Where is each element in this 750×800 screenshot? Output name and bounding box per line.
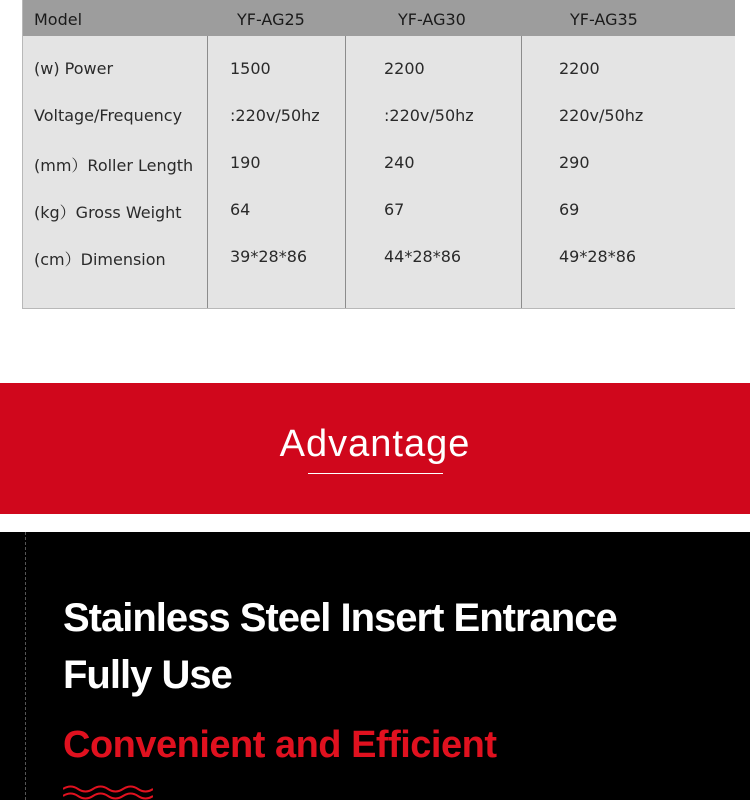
row-value: 220v/50hz [559,106,644,125]
advantage-banner [0,383,750,514]
row-label: Voltage/Frequency [34,106,183,125]
row-value: :220v/50hz [384,106,474,125]
row-label: (w) Power [34,59,114,78]
row-value: 290 [559,153,590,172]
row-value: 49*28*86 [559,247,637,266]
table-row [23,59,735,83]
row-value: 67 [384,200,405,219]
row-value: 1500 [230,59,271,78]
feature-heading-line2: Fully Use [63,653,232,697]
header-yf-ag25: YF-AG25 [237,10,305,29]
row-label: (cm）Dimension [34,250,166,269]
feature-subheading: Convenient and Efficient [63,724,497,766]
feature-panel [0,532,750,800]
feature-heading-line1: Stainless Steel Insert Entrance [63,596,617,640]
feature-heading [63,590,733,704]
header-yf-ag30: YF-AG30 [398,10,466,29]
spec-table [22,0,735,309]
table-row [23,247,735,271]
row-value: 44*28*86 [384,247,462,266]
row-value: 39*28*86 [230,247,308,266]
row-value: 2200 [559,59,600,78]
row-value: 2200 [384,59,425,78]
dotted-divider [25,532,26,800]
row-value: 69 [559,200,580,219]
row-label: (mm）Roller Length [34,156,194,175]
header-yf-ag35: YF-AG35 [570,10,638,29]
row-label: (kg）Gross Weight [34,203,182,222]
table-row [23,200,735,224]
heat-wave-icon [63,784,153,800]
row-value: :220v/50hz [230,106,320,125]
spec-table-header [23,0,735,36]
title-underline [308,473,443,474]
row-value: 240 [384,153,415,172]
table-row [23,106,735,130]
row-value: 64 [230,200,251,219]
advantage-title: Advantage [279,423,471,465]
row-value: 190 [230,153,261,172]
table-row [23,153,735,177]
header-model: Model [34,10,83,29]
